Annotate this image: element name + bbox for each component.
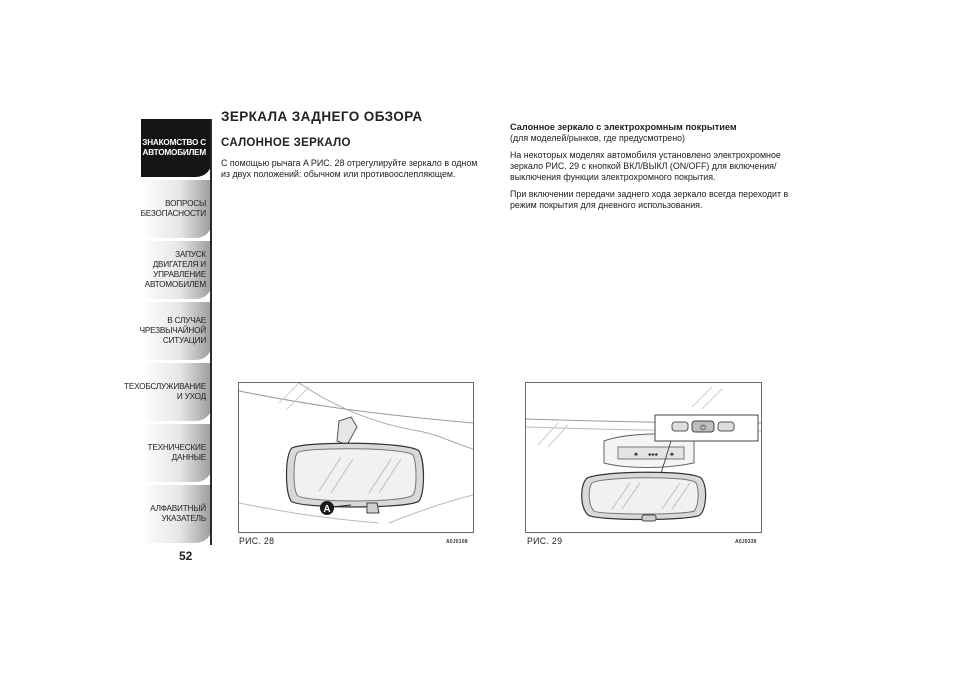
electrochromic-heading: Салонное зеркало с электрохромным покрытием bbox=[510, 122, 737, 132]
tab-starting-driving[interactable]: ЗАПУСК ДВИГАТЕЛЯ И УПРАВЛЕНИЕ АВТОМОБИЛЕМ bbox=[141, 241, 212, 299]
section-title: ЗЕРКАЛА ЗАДНЕГО ОБЗОРА bbox=[221, 109, 423, 124]
figure-28-code: A0J0108 bbox=[446, 539, 468, 545]
figure-29-caption: РИС. 29 bbox=[527, 536, 563, 546]
figure-29-code: A0J0336 bbox=[735, 539, 757, 545]
svg-text:A: A bbox=[323, 504, 331, 515]
paragraph-electrochromic: На некоторых моделях автомобиля установлено электрохромное зеркало РИС. 29 с кнопкой ВКЛ/ВЫКЛ (ON/OFF) для включения/выключения функции электрохромного покрытия. bbox=[510, 150, 781, 182]
tab-intro[interactable]: ЗНАКОМСТВО С АВТОМОБИЛЕМ bbox=[141, 119, 212, 177]
page-number: 52 bbox=[179, 549, 193, 563]
svg-text:♣♣♣: ♣♣♣ bbox=[648, 452, 658, 458]
power-icon: ⏻ bbox=[700, 425, 706, 432]
figure-29-electrochromic-mirror bbox=[525, 382, 762, 533]
electrochromic-mirror-illustration bbox=[526, 383, 761, 532]
tab-safety[interactable]: ВОПРОСЫ БЕЗОПАСНОСТИ bbox=[141, 180, 212, 238]
subsection-title: САЛОННОЕ ЗЕРКАЛО bbox=[221, 137, 351, 149]
electrochromic-section bbox=[510, 122, 790, 217]
tab-emergency[interactable]: В СЛУЧАЕ ЧРЕЗВЫЧАЙНОЙ СИТУАЦИИ bbox=[141, 302, 212, 360]
paragraph-interior-mirror: С помощью рычага A РИС. 28 отрегулируйте зеркало в одном из двух положений: обычном или противоослепляющем. bbox=[221, 158, 478, 179]
figure-28-caption: РИС. 28 bbox=[239, 536, 275, 546]
tab-maintenance[interactable]: ТЕХОБСЛУЖИВАНИЕ И УХОД bbox=[141, 363, 212, 421]
figure-28-mirror-lever bbox=[238, 382, 474, 533]
paragraph-reverse-gear: При включении передачи заднего хода зеркало всегда переходит в режим покрытия для дневного использования. bbox=[510, 189, 789, 210]
mirror-illustration bbox=[239, 383, 473, 532]
svg-text:♣: ♣ bbox=[634, 452, 638, 458]
availability-note: (для моделей/рынков, где предусмотрено) bbox=[510, 133, 685, 143]
tab-technical-data[interactable]: ТЕХНИЧЕСКИЕ ДАННЫЕ bbox=[141, 424, 212, 482]
tab-index[interactable]: АЛФАВИТНЫЙ УКАЗАТЕЛЬ bbox=[141, 485, 212, 543]
sidebar-divider bbox=[210, 119, 212, 545]
svg-text:♣: ♣ bbox=[670, 452, 674, 458]
